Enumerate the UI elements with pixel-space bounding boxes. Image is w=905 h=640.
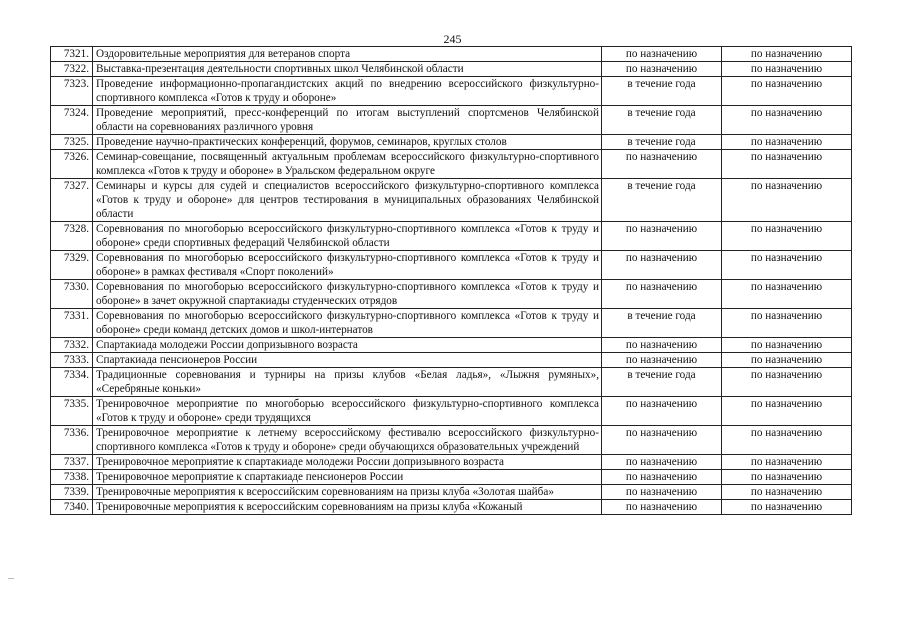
table-row (51, 485, 852, 500)
row-number: 7326. (51, 150, 93, 179)
row-number: 7324. (51, 106, 93, 135)
event-responsible: по назначению (722, 280, 852, 309)
event-description: Семинар-совещание, посвященный актуальным проблемам всероссийского физкультурно-спортивного комплекса «Готов к труду и обороне» в Уральском федеральном округе (93, 150, 602, 179)
event-description: Проведение мероприятий, пресс-конференций по итогам выступлений спортсменов Челябинской области на соревнованиях различного уровня (93, 106, 602, 135)
table-row (51, 106, 852, 135)
events-table (50, 46, 852, 515)
row-number: 7323. (51, 77, 93, 106)
event-responsible: по назначению (722, 47, 852, 62)
event-responsible: по назначению (722, 179, 852, 222)
event-responsible: по назначению (722, 338, 852, 353)
margin-mark (8, 578, 14, 579)
event-description: Соревнования по многоборью всероссийского физкультурно-спортивного комплекса «Готов к труду и обороне» среди команд детских домов и школ-интернатов (93, 309, 602, 338)
row-number: 7332. (51, 338, 93, 353)
table-row (51, 470, 852, 485)
event-description: Соревнования по многоборью всероссийского физкультурно-спортивного комплекса «Готов к труду и обороне» в зачет окружной спартакиады студенческих отрядов (93, 280, 602, 309)
event-description: Оздоровительные мероприятия для ветеранов спорта (93, 47, 602, 62)
row-number: 7337. (51, 455, 93, 470)
row-number: 7339. (51, 485, 93, 500)
event-term: в течение года (602, 179, 722, 222)
row-number: 7340. (51, 500, 93, 515)
event-responsible: по назначению (722, 368, 852, 397)
table-row (51, 222, 852, 251)
table-body (51, 47, 852, 515)
event-term: по назначению (602, 338, 722, 353)
event-responsible: по назначению (722, 470, 852, 485)
row-number: 7327. (51, 179, 93, 222)
event-description: Выставка-презентация деятельности спортивных школ Челябинской области (93, 62, 602, 77)
event-responsible: по назначению (722, 77, 852, 106)
event-description: Традиционные соревнования и турниры на призы клубов «Белая ладья», «Лыжня румяных», «Серебряные коньки» (93, 368, 602, 397)
event-responsible: по назначению (722, 135, 852, 150)
table-row (51, 179, 852, 222)
event-description: Тренировочные мероприятия к всероссийским соревнованиям на призы клуба «Золотая шайба» (93, 485, 602, 500)
event-description: Спартакиада пенсионеров России (93, 353, 602, 368)
event-responsible: по назначению (722, 500, 852, 515)
event-responsible: по назначению (722, 397, 852, 426)
event-term: по назначению (602, 150, 722, 179)
event-responsible: по назначению (722, 309, 852, 338)
table-row (51, 455, 852, 470)
table-row (51, 426, 852, 455)
table-row (51, 353, 852, 368)
table-row (51, 368, 852, 397)
row-number: 7333. (51, 353, 93, 368)
table-row (51, 280, 852, 309)
row-number: 7338. (51, 470, 93, 485)
event-responsible: по назначению (722, 62, 852, 77)
row-number: 7331. (51, 309, 93, 338)
table-row (51, 251, 852, 280)
event-term: по назначению (602, 222, 722, 251)
table-row (51, 397, 852, 426)
event-description: Спартакиада молодежи России допризывного возраста (93, 338, 602, 353)
row-number: 7322. (51, 62, 93, 77)
event-description: Соревнования по многоборью всероссийского физкультурно-спортивного комплекса «Готов к труду и обороне» в рамках фестиваля «Спорт поколений» (93, 251, 602, 280)
table-row (51, 135, 852, 150)
event-description: Тренировочное мероприятие к спартакиаде молодежи России допризывного возраста (93, 455, 602, 470)
event-responsible: по назначению (722, 485, 852, 500)
event-term: в течение года (602, 106, 722, 135)
table-row (51, 309, 852, 338)
page-number: 245 (443, 32, 462, 46)
event-term: в течение года (602, 135, 722, 150)
event-description: Соревнования по многоборью всероссийского физкультурно-спортивного комплекса «Готов к труду и обороне» среди спортивных федераций Челябинской области (93, 222, 602, 251)
table-row (51, 62, 852, 77)
table-row (51, 500, 852, 515)
event-term: по назначению (602, 62, 722, 77)
event-description: Тренировочное мероприятие по многоборью всероссийского физкультурно-спортивного комплекса «Готов к труду и обороне» среди трудящихся (93, 397, 602, 426)
event-term: по назначению (602, 426, 722, 455)
row-number: 7325. (51, 135, 93, 150)
row-number: 7329. (51, 251, 93, 280)
event-term: по назначению (602, 455, 722, 470)
row-number: 7330. (51, 280, 93, 309)
event-term: в течение года (602, 77, 722, 106)
event-responsible: по назначению (722, 222, 852, 251)
row-number: 7336. (51, 426, 93, 455)
event-term: по назначению (602, 353, 722, 368)
event-description: Семинары и курсы для судей и специалистов всероссийского физкультурно-спортивного комплекса «Готов к труду и обороне» для центров тестирования в муниципальных образованиях Челябинской области (93, 179, 602, 222)
event-term: по назначению (602, 397, 722, 426)
row-number: 7335. (51, 397, 93, 426)
event-term: по назначению (602, 47, 722, 62)
event-description: Проведение информационно-пропагандистских акций по внедрению всероссийского физкультурно-спортивного комплекса «Готов к труду и обороне» (93, 77, 602, 106)
event-term: в течение года (602, 309, 722, 338)
event-term: по назначению (602, 280, 722, 309)
event-responsible: по назначению (722, 251, 852, 280)
event-term: по назначению (602, 485, 722, 500)
event-description: Тренировочное мероприятие к летнему всероссийскому фестивалю всероссийского физкультурно-спортивного комплекса «Готов к труду и обороне» среди обучающихся образовательных учреждений (93, 426, 602, 455)
event-term: по назначению (602, 500, 722, 515)
event-description: Тренировочное мероприятие к спартакиаде пенсионеров России (93, 470, 602, 485)
table-row (51, 47, 852, 62)
event-description: Проведение научно-практических конференций, форумов, семинаров, круглых столов (93, 135, 602, 150)
row-number: 7328. (51, 222, 93, 251)
event-responsible: по назначению (722, 150, 852, 179)
event-term: в течение года (602, 368, 722, 397)
event-term: по назначению (602, 251, 722, 280)
event-responsible: по назначению (722, 455, 852, 470)
table-row (51, 150, 852, 179)
row-number: 7334. (51, 368, 93, 397)
event-responsible: по назначению (722, 106, 852, 135)
event-description: Тренировочные мероприятия к всероссийским соревнованиям на призы клуба «Кожаный (93, 500, 602, 515)
row-number: 7321. (51, 47, 93, 62)
event-responsible: по назначению (722, 353, 852, 368)
event-term: по назначению (602, 470, 722, 485)
table-row (51, 338, 852, 353)
table-row (51, 77, 852, 106)
event-responsible: по назначению (722, 426, 852, 455)
